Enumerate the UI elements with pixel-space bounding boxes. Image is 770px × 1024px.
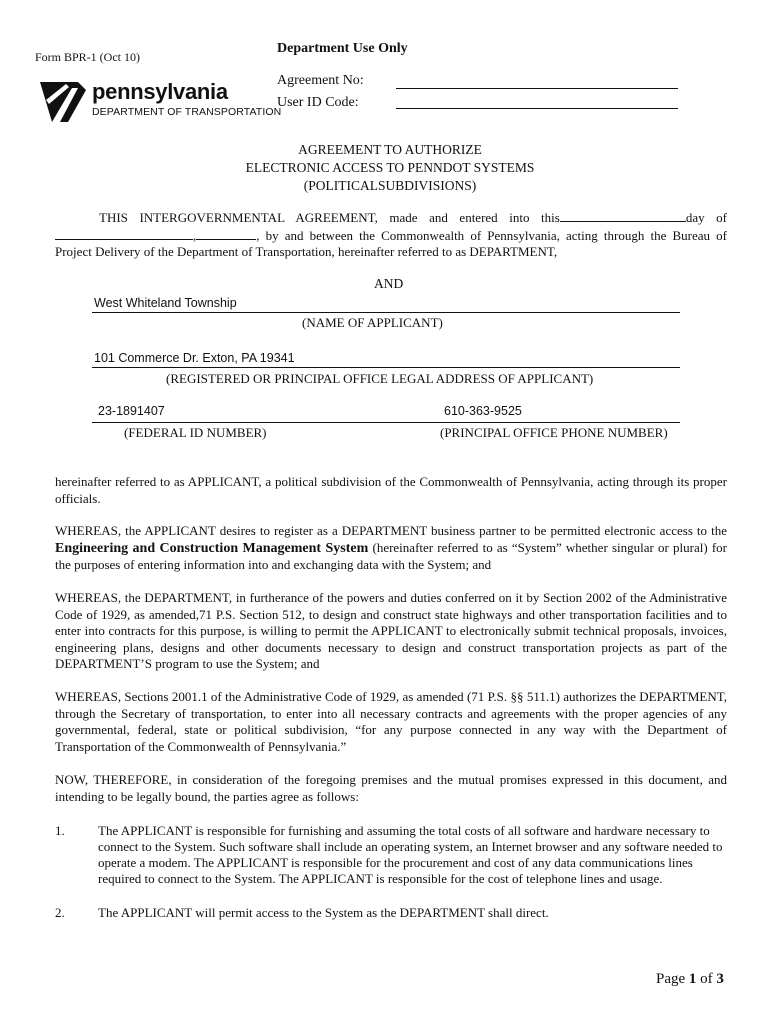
applicant-address-value[interactable]: 101 Commerce Dr. Exton, PA 19341 <box>94 351 295 365</box>
title-line-3: (POLITICALSUBDIVISIONS) <box>303 178 477 193</box>
id-phone-line <box>92 422 680 423</box>
system-name: Engineering and Construction Management System <box>55 540 369 556</box>
title-line-2: ELECTRONIC ACCESS TO PENNDOT SYSTEMS <box>245 160 535 175</box>
title-line-1: AGREEMENT TO AUTHORIZE <box>298 142 482 157</box>
intro-paragraph <box>55 209 727 261</box>
user-id-field[interactable] <box>396 108 678 109</box>
phone-caption: (PRINCIPAL OFFICE PHONE NUMBER) <box>440 425 668 440</box>
and-text: AND <box>374 276 404 291</box>
applicant-name-line <box>92 312 680 313</box>
intro-text-1: THIS INTERGOVERNMENTAL AGREEMENT, made and entered into this <box>99 210 560 225</box>
applicant-name-value[interactable]: West Whiteland Township <box>94 296 237 310</box>
month-blank[interactable] <box>55 227 193 240</box>
federal-id-caption: (FEDERAL ID NUMBER) <box>124 425 267 440</box>
logo-subtitle: DEPARTMENT OF TRANSPORTATION <box>92 106 282 118</box>
intro-comma: , <box>193 227 197 243</box>
paragraph-whereas-1 <box>55 523 727 574</box>
day-blank[interactable] <box>560 209 686 222</box>
paragraph-whereas-2: WHEREAS, the DEPARTMENT, in furtherance of the powers and duties conferred on it by Section 2002 of the Administrative Code of 1929, as amended,71 P.S. Section 512, to design and construct state highways and other transportation facilities and to enter into contracts for this purpose, is willing to permit the APPLICANT to electronically submit technical proposals, invoices, engineering plans, designs and other documents necessary to design and construct transportation projects as part of the DEPARTMENT’S program to use the System; and <box>55 590 727 671</box>
federal-id-value[interactable]: 23-1891407 <box>98 404 165 418</box>
applicant-address-line <box>92 367 680 368</box>
whereas-1-text-a: WHEREAS, the APPLICANT desires to register as a DEPARTMENT business partner to be permitted electronic access to the <box>55 523 727 538</box>
phone-value[interactable]: 610-363-9525 <box>444 404 522 418</box>
item-1-number: 1. <box>55 823 65 838</box>
applicant-address-caption: (REGISTERED OR PRINCIPAL OFFICE LEGAL ADDRESS OF APPLICANT) <box>166 371 594 386</box>
penndot-keystone-logo-icon <box>38 80 88 124</box>
item-1-text: The APPLICANT is responsible for furnishing and assuming the total costs of all software and hardware necessary to connect to the System. Such software shall include an operating system, an Internet browser and any software needed to operate a modem. The APPLICANT is responsible for the procurement and cost of any data communications lines required to connect to the System. The APPLICANT is responsible for the cost of telephone lines and usage. <box>98 823 723 886</box>
department-use-title: Department Use Only <box>277 41 408 56</box>
paragraph-now-therefore: NOW, THEREFORE, in consideration of the foregoing premises and the mutual promises expressed in this document, and intending to be legally bound, the parties agree as follows: <box>55 772 727 804</box>
intro-text-3: , by and between the Commonwealth of Pennsylvania, acting through the Bureau of Project Delivery of the Department of Transportation, hereinafter referred to as DEPARTMENT, <box>55 227 727 259</box>
intro-text-2: day of <box>685 210 727 225</box>
whereas-1-text-b: (hereinafter referred to as “System” whether singular or plural) for the purposes of entering information into and exchanging data with the System; and <box>55 539 728 572</box>
page-current: 1 <box>688 971 697 987</box>
paragraph-whereas-3: WHEREAS, Sections 2001.1 of the Administrative Code of 1929, as amended (71 P.S. §§ 511.1) authorizes the DEPARTMENT, through the Secretary of transportation, to enter into all necessary contracts and agreements with the proper agencies of any governmental, federal, state or political subdivision, “for any purpose connected in any way with the Department of Transportation of the Commonwealth of Pennsylvania.” <box>55 689 727 754</box>
page-total: 3 <box>716 971 724 987</box>
item-2-number: 2. <box>55 905 65 920</box>
agreement-no-label: Agreement No: <box>277 73 364 88</box>
applicant-name-caption: (NAME OF APPLICANT) <box>302 315 443 330</box>
of-word: of <box>700 971 713 987</box>
form-id: Form BPR-1 (Oct 10) <box>35 50 140 64</box>
logo-wordmark: pennsylvania <box>92 79 228 104</box>
agreement-no-field[interactable] <box>396 88 678 89</box>
page-word: Page <box>656 971 686 987</box>
paragraph-hereinafter: hereinafter referred to as APPLICANT, a political subdivision of the Commonwealth of Pennsylvania, acting through its proper officials. <box>55 474 727 506</box>
item-2-text: The APPLICANT will permit access to the System as the DEPARTMENT shall direct. <box>98 905 549 920</box>
year-blank[interactable] <box>196 227 256 240</box>
user-id-label: User ID Code: <box>277 95 359 110</box>
page-number <box>656 971 724 988</box>
